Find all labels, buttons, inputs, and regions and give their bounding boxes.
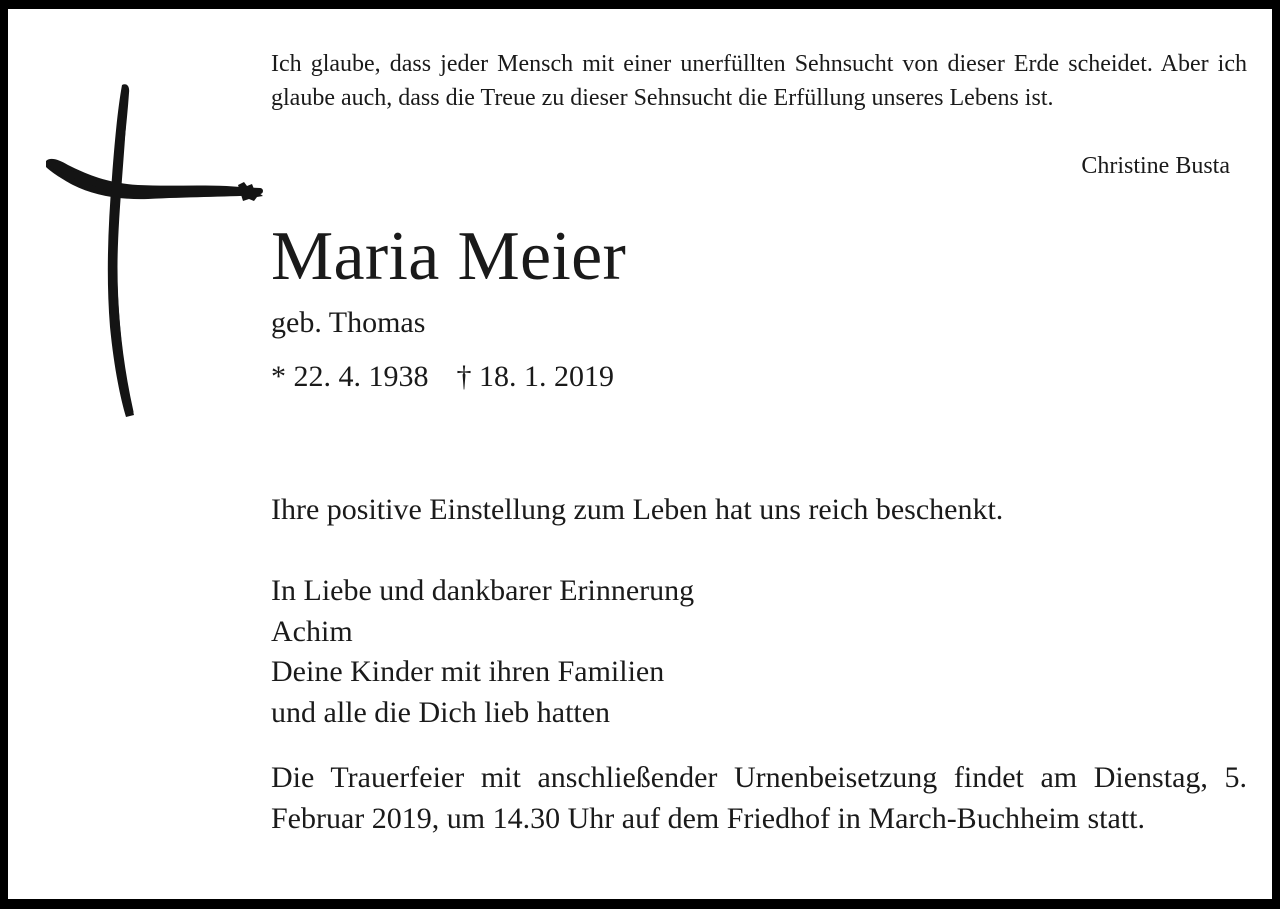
birth-date: * 22. 4. 1938	[271, 360, 429, 393]
mourners-line: In Liebe und dankbarer Erinnerung	[271, 574, 695, 607]
life-dates	[271, 357, 614, 397]
deceased-name: Maria Meier	[271, 218, 627, 295]
ceremony-text: Die Trauerfeier mit anschließender Urnenbeisetzung findet am Dienstag, 5. Februar 2019, um 14.30 Uhr auf dem Friedhof in March-Buchheim statt.	[271, 761, 1247, 835]
mourners-line: Deine Kinder mit ihren Familien	[271, 655, 665, 688]
mourners-line: und alle die Dich lieb hatten	[271, 695, 611, 729]
death-date: † 18. 1. 2019	[456, 360, 614, 393]
tribute-text: Ihre positive Einstellung zum Leben hat uns reich beschenkt.	[271, 493, 1004, 526]
mourners-list	[271, 571, 694, 733]
quote-text: Ich glaube, dass jeder Mensch mit einer unerfüllten Sehnsucht von dieser Erde scheidet. Aber ich glaube auch, dass die Treue zu dieser Sehnsucht die Erfüllung unseres Lebens ist.	[271, 51, 1247, 111]
cross-icon	[38, 77, 268, 422]
maiden-name: geb. Thomas	[271, 306, 426, 339]
mourners-line: Achim	[271, 614, 353, 648]
quote-author: Christine Busta	[1081, 153, 1230, 179]
